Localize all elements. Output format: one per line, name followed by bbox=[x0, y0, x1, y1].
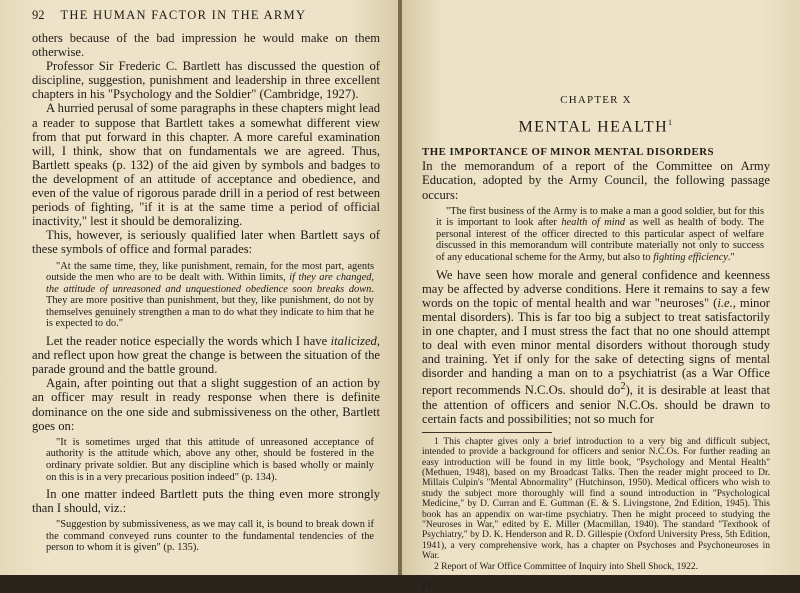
block-quote: "Suggestion by submissiveness, as we may call it, is bound to break down if the command conveyed runs counter to the fundamental tendencies of the person to whom it is given" (p. 135). bbox=[46, 519, 374, 554]
footnote-marker: 1 bbox=[668, 118, 674, 127]
italic-word: italicized bbox=[330, 334, 377, 349]
paragraph-text: , and reflect upon how great the change is between the situation of the parade ground and the battle ground. bbox=[32, 334, 380, 377]
paragraph: In the memorandum of a report of the Committee on Army Education, adopted by the Army Council, the following passage occurs: bbox=[422, 159, 770, 202]
paragraph: Again, after pointing out that a slight suggestion of an action by an officer may result in ready response when there is definite dominance on the one side and submissiveness on the other, Bartlett goes on: bbox=[32, 376, 380, 433]
paragraph: Professor Sir Frederic C. Bartlett has discussed the question of discipline, suggestion, punishment and leadership in three excellent chapters in his "Psychology and the Soldier" (Cambridge, 1927). bbox=[32, 59, 380, 102]
block-quote bbox=[436, 206, 764, 264]
italic-abbrev: i.e. bbox=[717, 295, 733, 310]
quote-italic: health of mind bbox=[561, 217, 626, 229]
paragraph: others because of the bad impression he would make on them otherwise. bbox=[32, 31, 380, 60]
right-page bbox=[402, 0, 800, 593]
paragraph: This, however, is seriously qualified later when Bartlett says of these symbols of office and formal parades: bbox=[32, 228, 380, 257]
quote-text: ." bbox=[727, 251, 735, 263]
running-head bbox=[32, 8, 380, 23]
paragraph bbox=[422, 268, 770, 426]
block-quote bbox=[46, 261, 374, 331]
page-number: 92 bbox=[32, 8, 45, 22]
paragraph-text: Let the reader notice especially the words which I have bbox=[46, 334, 331, 349]
paragraph-text: ), it is desirable at least that the attention of officers and senior N.C.Os. should be drawn to certain facts and possibilities; not so much for bbox=[422, 383, 770, 426]
quote-text: "The first business of the Army is to make a man a good soldier, but for this it is important to look after bbox=[436, 205, 764, 229]
quote-italic: fighting efficiency bbox=[653, 251, 728, 263]
footnote-rule bbox=[422, 432, 552, 433]
running-head-title: THE HUMAN FACTOR IN THE ARMY bbox=[60, 8, 307, 22]
chapter-label: CHAPTER X bbox=[560, 94, 632, 106]
left-page bbox=[0, 0, 398, 575]
quote-text: as well as health of body. The personal interest of the officer directed to this particular aspect of welfare discussed in this memorandum will contribute materially not only to success of any educational scheme for the Army, but also to bbox=[436, 217, 764, 263]
chapter-title-text: MENTAL HEALTH bbox=[518, 118, 669, 136]
signature-mark: H bbox=[422, 578, 431, 593]
paragraph: In one matter indeed Bartlett puts the thing even more strongly than I should, viz.: bbox=[32, 487, 380, 516]
paragraph: A hurried perusal of some paragraphs in these chapters might lead a reader to suppose that Bartlett takes a somewhat different view from that put forward in this chapter. A more careful examination will, I think, show that on fundamentals we are agreed. Thus, Bartlett speaks (p. 132) of the aid given by symbols and badges to the development of an attitude of acceptance and obedience, and even of the value of rigorous parade drill in a period of rest between periods of fighting, "if it is at the same time a period of official inactivity," lest it should be demoralizing. bbox=[32, 101, 380, 229]
quote-italic: if they are changed, the attitude of unreasoned and unquestioned obedience soon breaks down bbox=[46, 272, 375, 295]
footnote: 2 Report of War Office Committee of Inquiry into Shell Shock, 1922. bbox=[434, 561, 699, 572]
paragraph bbox=[32, 334, 380, 376]
footnote: 1 This chapter gives only a brief introduction to a very big and difficult subject, intended to provide a background for officers and senior N.C.Os. For further reading an easy introduction will be found in my little book, "Psychology and Mental Health" (Methuen, 1948), based on my Broadcast Talks. Then the reader might proceed to Dr. Millais Culpin's "Mental Abnormality" (Hutchinson, 1950). Medical officers who wish to study the subject more thoroughly will find a sound introduction in "Psychological Medicine," by D. Curran and E. Guttman (E. & S. Livingstone, 2nd Edition, 1945). This book has an appendix on war-time psychiatry. Then he might proceed to studying the "Neuroses in War," edited by E. Miller (Macmillan, 1940). The standard "Textbook of Psychiatry," by D. K. Henderson and R. D. Gillespie (Oxford University Press, 5th Edition, 1941), a very comprehensive work, has a chapter on Psychoses and Psychoneuroses in War. bbox=[422, 436, 770, 562]
quote-text: . They are more positive than punishment, but they, like punishment, do not by themselves genuinely strengthen a man to do what they indicate to him that he is expected to do." bbox=[46, 283, 374, 330]
footnote-marker: 2 bbox=[620, 381, 626, 393]
block-quote: "It is sometimes urged that this attitude of unreasoned acceptance of authority is the attitude which, above any other, should be fostered in the ordinary private soldier. But any discipline which is based wholly or mainly on this is in a very precarious position indeed" (p. 134). bbox=[46, 436, 374, 483]
paragraph-text: We have seen how morale and general confidence and keenness may be affected by adverse conditions. Here it remains to say a few words on the topic of mental health and war "neuroses" ( bbox=[422, 267, 770, 310]
chapter-title bbox=[422, 118, 770, 136]
quote-text: "At the same time, they, like punishment, remain, for the most part, agents outside the men who are to be dealt with. Within limits, bbox=[46, 260, 374, 284]
paragraph-text: , minor mental disorders). This is far too big a subject to treat satisfactorily in one chapter, and I must stress the fact that no one should attempt to deal with even minor mental disorders without thorough study and training. Yet if only for the sake of detecting signs of mental disorder and handing a man on to a psychiatrist (as a War Office report recommends N.C.Os. should do bbox=[422, 295, 770, 398]
section-heading: THE IMPORTANCE OF MINOR MENTAL DISORDERS bbox=[422, 146, 715, 159]
